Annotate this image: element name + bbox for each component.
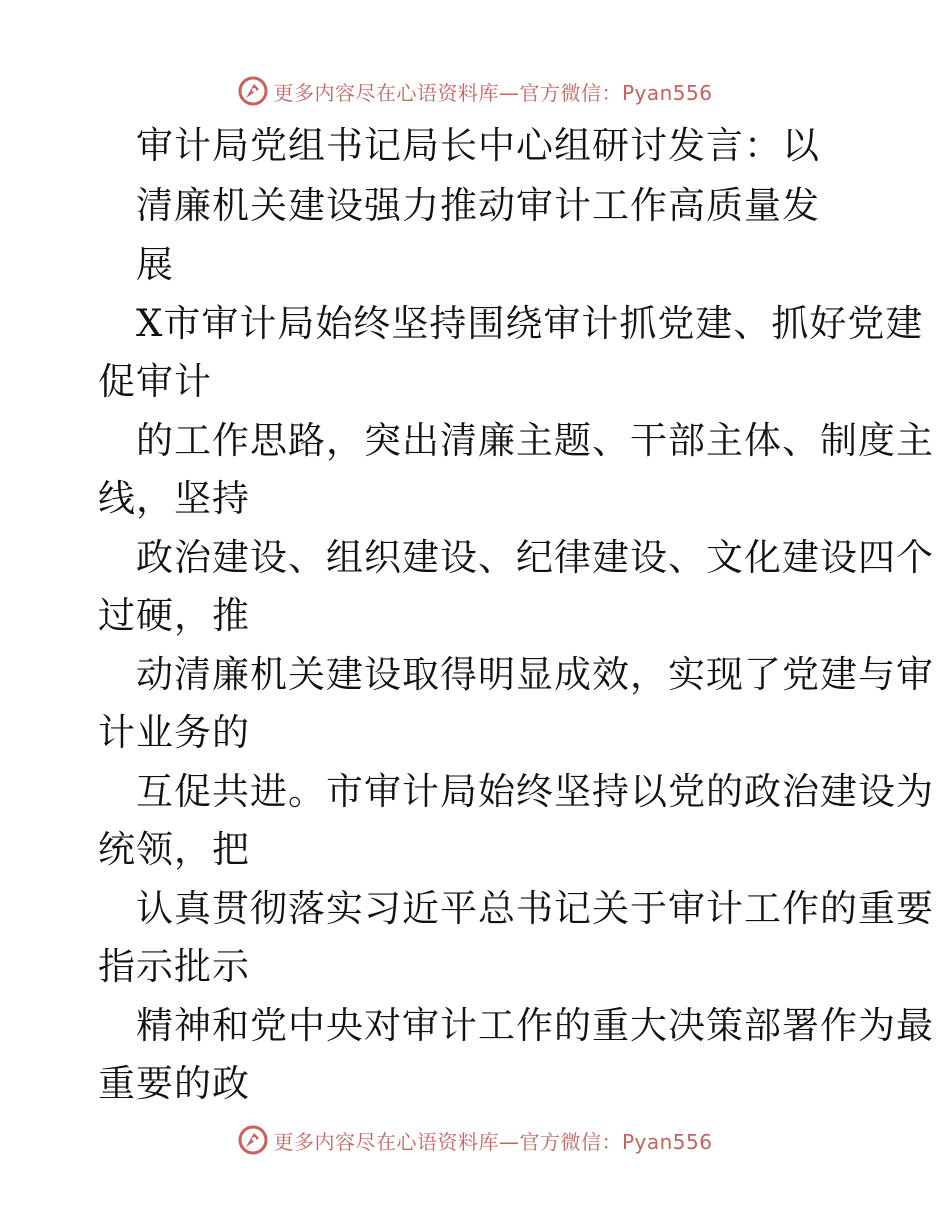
body-line-14: 重要的政 — [98, 1062, 250, 1105]
body-line-5: 政治建设、组织建设、纪律建设、文化建设四个 — [136, 536, 934, 579]
title-line-3: 展 — [136, 243, 174, 286]
body-line-3: 的工作思路，突出清廉主题、干部主体、制度主 — [136, 419, 934, 462]
footer-watermark-banner — [0, 1120, 950, 1160]
body-line-10: 统领，把 — [98, 828, 250, 871]
title-line-2: 清廉机关建设强力推动审计工作高质量发 — [136, 184, 820, 227]
body-line-12: 指示批示 — [98, 945, 250, 988]
body-line-13: 精神和党中央对审计工作的重大决策部署作为最 — [136, 1004, 934, 1047]
pen-nib-icon — [237, 75, 269, 107]
pen-nib-icon — [237, 1124, 269, 1156]
body-line-2: 促审计 — [98, 360, 212, 403]
header-watermark-banner — [0, 71, 950, 111]
title-line-1: 审计局党组书记局长中心组研讨发言：以 — [136, 124, 820, 167]
header-watermark-text: 更多内容尽在心语资料库—官方微信：Pyan556 — [273, 80, 713, 105]
body-line-1: X市审计局始终坚持围绕审计抓党建、抓好党建 — [136, 302, 924, 345]
body-line-7: 动清廉机关建设取得明显成效，实现了党建与审 — [136, 653, 934, 696]
body-line-8: 计业务的 — [98, 711, 250, 754]
body-line-11: 认真贯彻落实习近平总书记关于审计工作的重要 — [136, 887, 934, 930]
body-line-9: 互促共进。市审计局始终坚持以党的政治建设为 — [136, 770, 934, 813]
body-line-4: 线，坚持 — [98, 477, 250, 520]
footer-watermark-text: 更多内容尽在心语资料库—官方微信：Pyan556 — [273, 1129, 713, 1154]
body-line-6: 过硬，推 — [98, 594, 250, 637]
